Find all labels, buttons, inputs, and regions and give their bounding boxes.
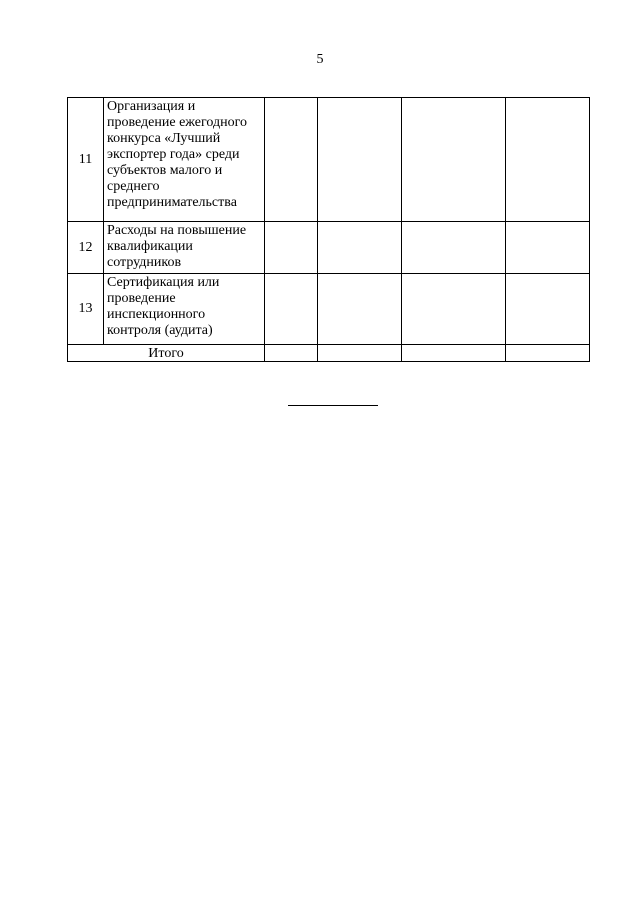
row-name-line: Расходы на повышение <box>107 223 247 238</box>
row-name-line: сотрудников <box>107 255 182 270</box>
row-number: 13 <box>68 274 104 345</box>
empty-cell <box>506 274 590 345</box>
row-number: 11 <box>68 98 104 222</box>
row-number: 12 <box>68 222 104 274</box>
row-name-line: предпринимательства <box>107 195 237 210</box>
row-name-line: среднего <box>107 179 160 194</box>
empty-cell <box>265 222 318 274</box>
row-name-line: субъектов малого и <box>107 163 223 178</box>
row-name-line: инспекционного <box>107 307 206 322</box>
empty-cell <box>506 345 590 362</box>
table-row <box>68 274 590 345</box>
table-row <box>68 222 590 274</box>
row-name-line: конкурса «Лучший <box>107 131 221 146</box>
empty-cell <box>402 274 506 345</box>
empty-cell <box>402 98 506 222</box>
end-of-document-rule <box>288 405 378 406</box>
row-name-line: проведение ежегодного <box>107 115 247 130</box>
row-name-line: экспортер года» среди <box>107 147 240 162</box>
empty-cell <box>318 98 402 222</box>
empty-cell <box>506 222 590 274</box>
table-row <box>68 98 590 222</box>
row-name-line: квалификации <box>107 239 193 254</box>
empty-cell <box>506 98 590 222</box>
empty-cell <box>265 345 318 362</box>
empty-cell <box>318 222 402 274</box>
row-name-line: Сертификация или <box>107 275 220 290</box>
total-row <box>68 345 590 362</box>
row-name-line: проведение <box>107 291 176 306</box>
total-label: Итого <box>68 345 265 362</box>
row-name <box>104 222 265 274</box>
page-number: 5 <box>316 52 324 67</box>
empty-cell <box>402 345 506 362</box>
expenses-table <box>67 97 590 362</box>
row-name <box>104 98 265 222</box>
empty-cell <box>402 222 506 274</box>
empty-cell <box>265 98 318 222</box>
empty-cell <box>265 274 318 345</box>
empty-cell <box>318 345 402 362</box>
row-name-line: Организация и <box>107 99 196 114</box>
row-name <box>104 274 265 345</box>
empty-cell <box>318 274 402 345</box>
row-name-line: контроля (аудита) <box>107 323 213 338</box>
